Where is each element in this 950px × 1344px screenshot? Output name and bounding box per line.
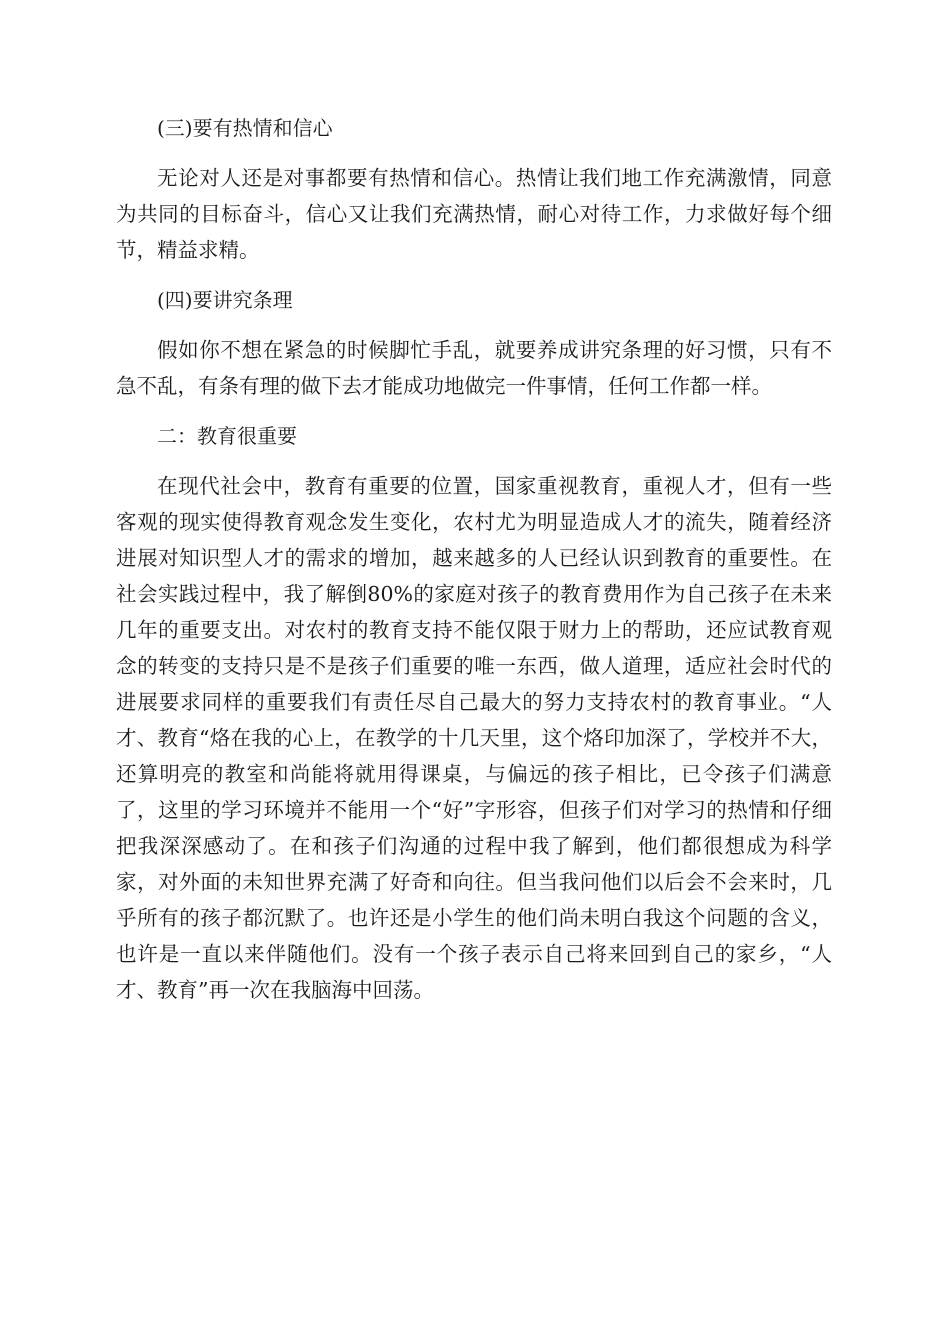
spacer xyxy=(116,454,832,468)
spacer xyxy=(116,146,832,160)
section-heading-4: (四)要讲究条理 xyxy=(157,288,293,312)
spacer xyxy=(116,404,832,418)
section-heading-education: 二：教育很重要 xyxy=(157,424,297,448)
spacer xyxy=(116,268,832,282)
section-paragraph-4: 假如你不想在紧急的时候脚忙手乱，就要养成讲究条理的好习惯，只有不急不乱，有条有理的做下去才能成功地做完一件事情，任何工作都一样。 xyxy=(116,338,832,398)
document-body xyxy=(116,110,832,1008)
section-paragraph-education: 在现代社会中，教育有重要的位置，国家重视教育，重视人才，但有一些客观的现实使得教育观念发生变化，农村尤为明显造成人才的流失，随着经济进展对知识型人才的需求的增加，越来越多的人已经认识到教育的重要性。在社会实践过程中，我了解倒80%的家庭对孩子的教育费用作为自己孩子在未来几年的重要支出。对农村的教育支持不能仅限于财力上的帮助，还应试教育观念的转变的支持只是不是孩子们重要的唯一东西，做人道理，适应社会时代的进展要求同样的重要我们有责任尽自己最大的努力支持农村的教育事业。“人才、教育“烙在我的心上，在教学的十几天里，这个烙印加深了，学校并不大，还算明亮的教室和尚能将就用得课桌，与偏远的孩子相比，已令孩子们满意了，这里的学习环境并不能用一个“好”字形容，但孩子们对学习的热情和仔细把我深深感动了。在和孩子们沟通的过程中我了解到，他们都很想成为科学家，对外面的未知世界充满了好奇和向往。但当我问他们以后会不会来时，几乎所有的孩子都沉默了。也许还是小学生的他们尚未明白我这个问题的含义，也许是一直以来伴随他们。没有一个孩子表示自己将来回到自己的家乡，“人才、教育”再一次在我脑海中回荡。 xyxy=(116,474,832,1002)
spacer xyxy=(116,318,832,332)
section-heading-3: (三)要有热情和信心 xyxy=(157,116,333,140)
section-paragraph-3: 无论对人还是对事都要有热情和信心。热情让我们地工作充满激情，同意为共同的目标奋斗，信心又让我们充满热情，耐心对待工作，力求做好每个细节，精益求精。 xyxy=(116,166,832,262)
